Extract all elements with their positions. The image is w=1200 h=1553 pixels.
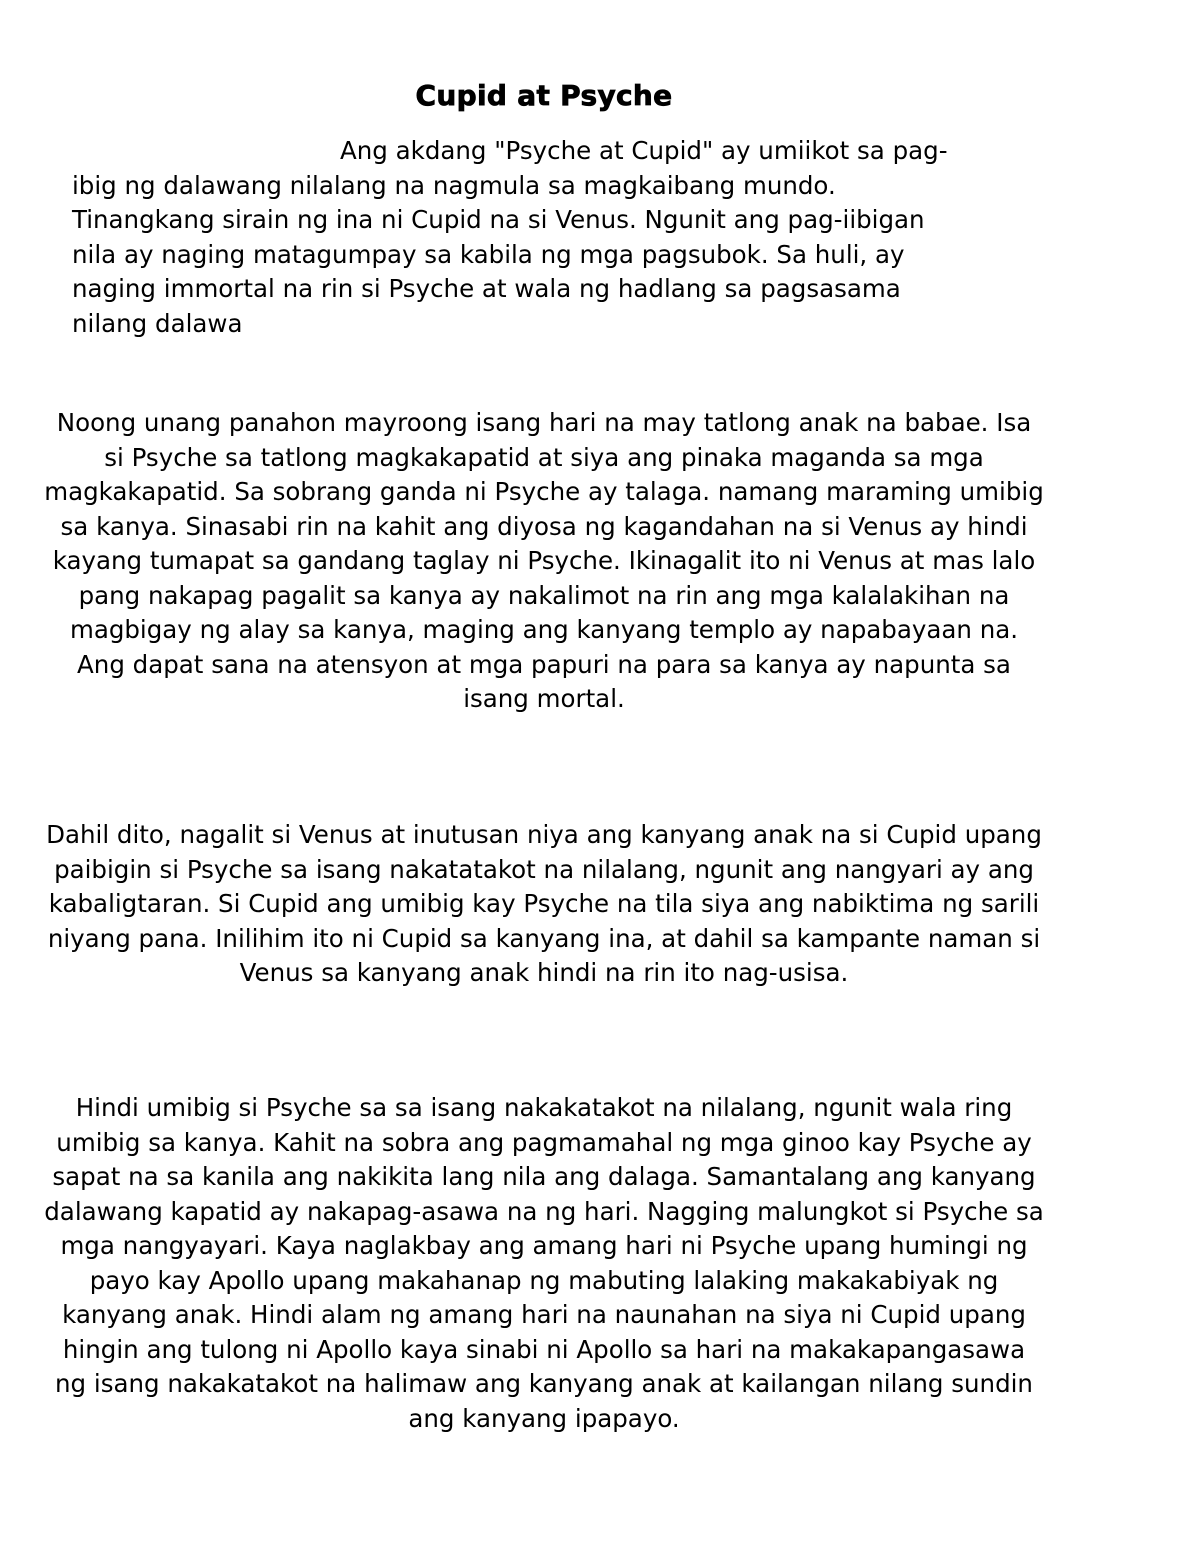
body-paragraph-1: Noong unang panahon mayroong isang hari na may tatlong anak na babae. Isa si Psyche sa tatlong magkakapatid at siya ang pinaka maganda sa mga magkakapatid. Sa sobrang ganda ni Psyche ay talaga. namang maraming umibig sa kanya. Sinasabi rin na kahit ang diyosa ng kagandahan na si Venus ay hindi kayang tumapat sa gandang taglay ni Psyche. Ikinagalit ito ni Venus at mas lalo pang nakapag pagalit sa kanya ay nakalimot na rin ang mga kalalakihan na magbigay ng alay sa kanya, maging ang kanyang templo ay napabayaan na. Ang dapat sana na atensyon at mga papuri na para sa kanya ay napunta sa isang mortal. [44,408,1044,713]
body-paragraph-3: Hindi umibig si Psyche sa sa isang nakakatakot na nilalang, ngunit wala ring umibig sa kanya. Kahit na sobra ang pagmamahal ng mga ginoo kay Psyche ay sapat na sa kanila ang nakikita lang nila ang dalaga. Samantalang ang kanyang dalawang kapatid ay nakapag-asawa na ng hari. Nagging malungkot si Psyche sa mga nangyayari. Kaya naglakbay ang amang hari ni Psyche upang humingi ng payo kay Apollo upang makahanap ng mabuting lalaking makakabiyak ng kanyang anak. Hindi alam ng amang hari na naunahan na siya ni Cupid upang hingin ang tulong ni Apollo kaya sinabi ni Apollo sa hari na makakapangasawa ng isang nakakatakot na halimaw ang kanyang anak at kailangan nilang sundin ang kanyang ipapayo. [44,1093,1044,1433]
intro-paragraph: Ang akdang "Psyche at Cupid" ay umiikot sa pag-ibig ng dalawang nilalang na nagmula sa magkaibang mundo. Tinangkang sirain ng ina ni Cupid na si Venus. Ngunit ang pag-iibigan nila ay naging matagumpay sa kabila ng mga pagsubok. Sa huli, ay naging immortal na rin si Psyche at wala ng hadlang sa pagsasama nilang dalawa [72,136,948,338]
document-title: Cupid at Psyche [415,79,673,112]
body-paragraph-2: Dahil dito, nagalit si Venus at inutusan niya ang kanyang anak na si Cupid upang paibigin si Psyche sa isang nakatatakot na nilalang, ngunit ang nangyari ay ang kabaligtaran. Si Cupid ang umibig kay Psyche na tila siya ang nabiktima ng sarili niyang pana. Inilihim ito ni Cupid sa kanyang ina, at dahil sa kampante naman si Venus sa kanyang anak hindi na rin ito nag-usisa. [46,820,1042,987]
